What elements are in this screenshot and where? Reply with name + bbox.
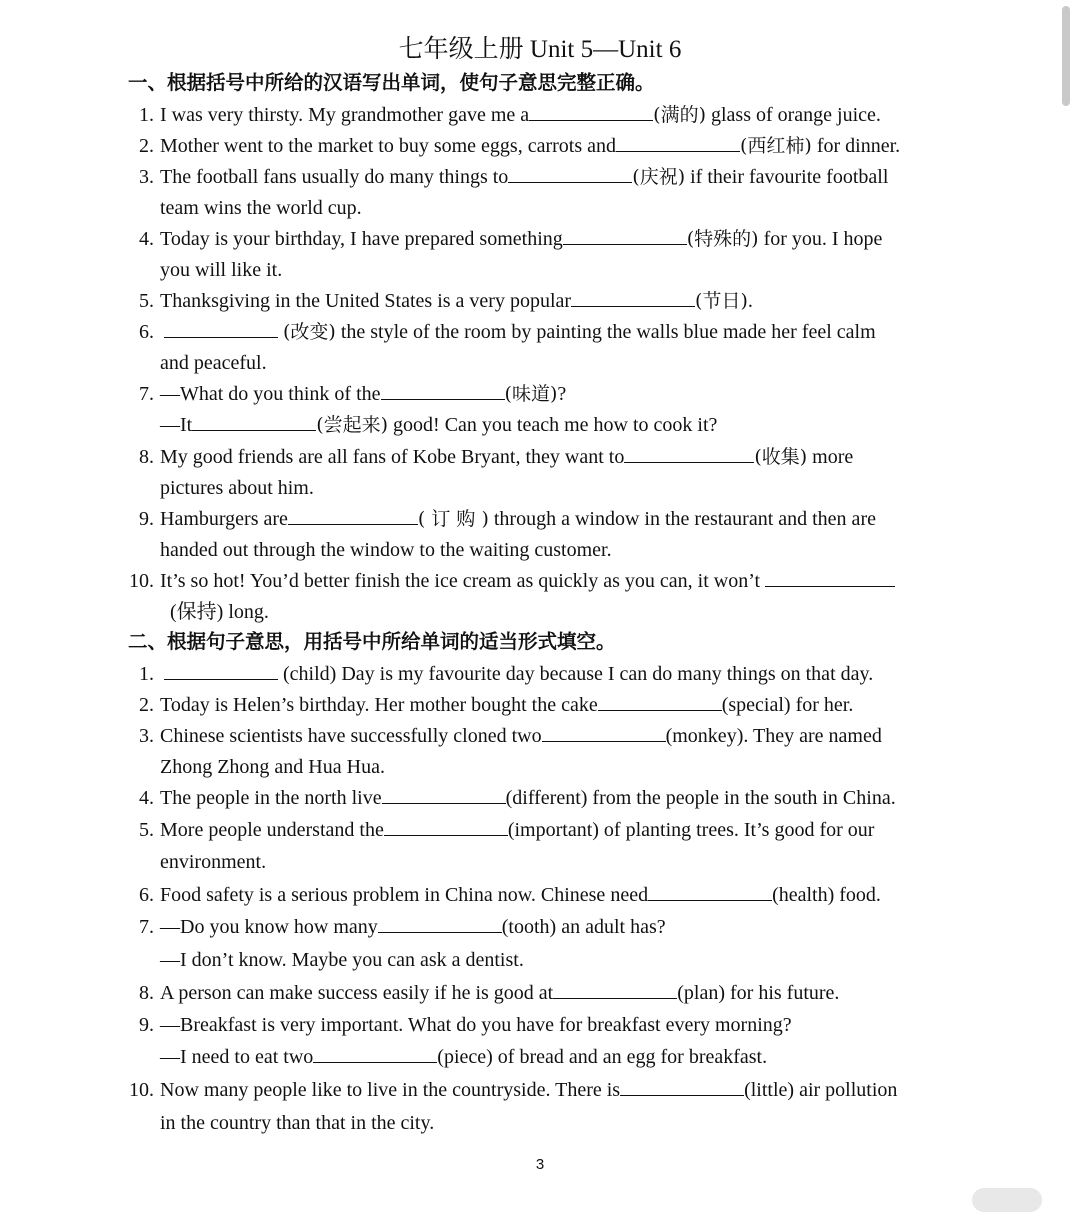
- s1-item-6: (改变) the style of the room by painting the walls blue made her feel calm: [164, 319, 876, 345]
- section-1-heading: 一、根据括号中所给的汉语写出单词，使句子意思完整正确。: [128, 71, 655, 94]
- answer-blank[interactable]: [616, 133, 740, 152]
- s1-item-4: Today is your birthday, I have prepared something (特殊的) for you. I hope: [160, 228, 883, 250]
- answer-blank[interactable]: [765, 568, 895, 587]
- answer-blank[interactable]: [648, 882, 772, 901]
- answer-blank[interactable]: [542, 723, 666, 742]
- s2-item-7-reply: —I don’t know. Maybe you can ask a dentist.: [160, 949, 524, 971]
- s2-item-7: —Do you know how many (tooth) an adult has?: [160, 916, 666, 938]
- page-title: 七年级上册 Unit 5—Unit 6: [398, 36, 682, 63]
- answer-blank[interactable]: [192, 412, 316, 431]
- s1-item-5: Thanksgiving in the United States is a very popular (节日).: [160, 290, 753, 312]
- answer-blank[interactable]: [313, 1044, 437, 1063]
- s1-item-9-continued: handed out through the window to the waiting customer.: [160, 539, 612, 561]
- s1-item-10-number: 10.: [129, 570, 154, 592]
- s1-item-4-number: 4.: [139, 228, 154, 250]
- s1-item-7: —What do you think of the (味道)?: [160, 383, 567, 405]
- s1-item-2: Mother went to the market to buy some eggs, carrots and (西红柿) for dinner.: [160, 135, 901, 157]
- s2-item-4-number: 4.: [139, 787, 154, 809]
- answer-blank[interactable]: [384, 817, 508, 836]
- s2-item-10-continued: in the country than that in the city.: [160, 1112, 435, 1134]
- s2-item-8: A person can make success easily if he is good at (plan) for his future.: [160, 982, 840, 1004]
- scrollbar-thumb[interactable]: [1062, 6, 1070, 106]
- s2-item-5-number: 5.: [139, 819, 154, 841]
- s1-item-7-reply: —It (尝起来) good! Can you teach me how to cook it?: [160, 414, 718, 436]
- s1-item-6-number: 6.: [139, 321, 154, 343]
- answer-blank[interactable]: [563, 226, 687, 245]
- s1-item-10-continued: (保持) long.: [170, 601, 269, 623]
- s1-item-3-number: 3.: [139, 166, 154, 188]
- s1-item-3: The football fans usually do many things to (庆祝) if their favourite football: [160, 166, 889, 188]
- s2-item-9-reply: —I need to eat two (piece) of bread and an egg for breakfast.: [160, 1046, 768, 1068]
- s1-item-3-continued: team wins the world cup.: [160, 197, 362, 219]
- s2-item-1-number: 1.: [139, 663, 154, 685]
- s2-item-3-continued: Zhong Zhong and Hua Hua.: [160, 756, 385, 778]
- answer-blank[interactable]: [553, 980, 677, 999]
- s1-item-10: It’s so hot! You’d better finish the ice cream as quickly as you can, it won’t: [160, 568, 895, 594]
- answer-blank[interactable]: [529, 102, 653, 121]
- s2-item-7-number: 7.: [139, 916, 154, 938]
- s1-item-1: I was very thirsty. My grandmother gave me a (满的) glass of orange juice.: [160, 104, 881, 126]
- answer-blank[interactable]: [378, 914, 502, 933]
- s1-item-8: My good friends are all fans of Kobe Bryant, they want to (收集) more: [160, 446, 854, 468]
- s1-item-6-continued: and peaceful.: [160, 352, 267, 374]
- s2-item-6-number: 6.: [139, 884, 154, 906]
- s2-item-5: More people understand the (important) of planting trees. It’s good for our: [160, 819, 875, 841]
- s1-item-7-number: 7.: [139, 383, 154, 405]
- answer-blank[interactable]: [288, 506, 418, 525]
- s1-item-8-number: 8.: [139, 446, 154, 468]
- s1-item-5-number: 5.: [139, 290, 154, 312]
- s2-item-4: The people in the north live (different) from the people in the south in China.: [160, 787, 896, 809]
- s1-item-4-continued: you will like it.: [160, 259, 283, 281]
- s1-item-8-continued: pictures about him.: [160, 477, 314, 499]
- answer-blank[interactable]: [620, 1077, 744, 1096]
- answer-blank[interactable]: [624, 444, 754, 463]
- s2-item-2: Today is Helen’s birthday. Her mother bought the cake (special) for her.: [160, 694, 854, 716]
- floating-button[interactable]: [972, 1188, 1042, 1212]
- answer-blank[interactable]: [508, 164, 632, 183]
- answer-blank[interactable]: [571, 288, 695, 307]
- s2-item-9-number: 9.: [139, 1014, 154, 1036]
- s2-item-2-number: 2.: [139, 694, 154, 716]
- answer-blank[interactable]: [598, 692, 722, 711]
- s1-item-1-number: 1.: [139, 104, 154, 126]
- page-number: 3: [535, 1156, 545, 1173]
- answer-blank[interactable]: [381, 381, 505, 400]
- answer-blank[interactable]: [164, 319, 278, 338]
- section-2-heading: 二、根据句子意思，用括号中所给单词的适当形式填空。: [128, 630, 616, 653]
- s2-item-10: Now many people like to live in the countryside. There is (little) air pollution: [160, 1079, 898, 1101]
- s1-item-9: Hamburgers are ( 订 购 ) through a window in the restaurant and then are: [160, 508, 876, 530]
- answer-blank[interactable]: [382, 785, 506, 804]
- answer-blank[interactable]: [164, 661, 278, 680]
- s2-item-10-number: 10.: [129, 1079, 154, 1101]
- s1-item-9-number: 9.: [139, 508, 154, 530]
- s2-item-3: Chinese scientists have successfully cloned two (monkey). They are named: [160, 725, 882, 747]
- s2-item-5-continued: environment.: [160, 851, 267, 873]
- s2-item-3-number: 3.: [139, 725, 154, 747]
- s2-item-1: (child) Day is my favourite day because I can do many things on that day.: [164, 661, 873, 687]
- s2-item-9: —Breakfast is very important. What do you have for breakfast every morning?: [160, 1014, 792, 1036]
- s2-item-8-number: 8.: [139, 982, 154, 1004]
- s2-item-6: Food safety is a serious problem in China now. Chinese need (health) food.: [160, 884, 881, 906]
- s1-item-2-number: 2.: [139, 135, 154, 157]
